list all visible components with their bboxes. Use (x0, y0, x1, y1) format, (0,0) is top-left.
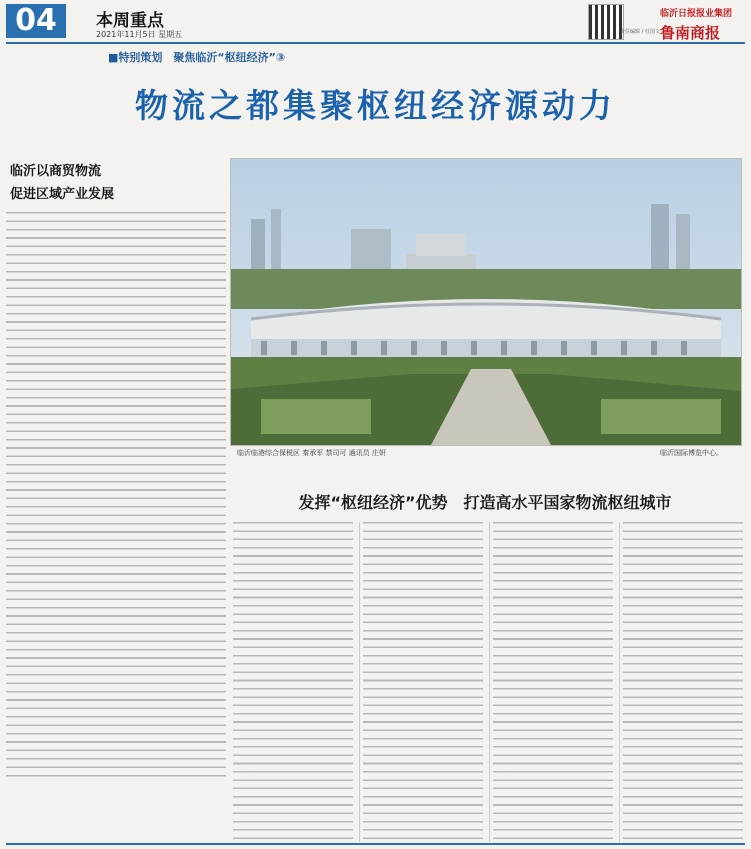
photo-caption-left: 临沂临港综合保税区 秦承军 禁司可 通讯员 庄妍 (237, 449, 386, 457)
article-column-4 (623, 522, 743, 842)
publisher-logo-text: 临沂日报报业集团 (660, 9, 733, 19)
editor-credit: 责任编辑 / 杜国文 (620, 29, 660, 35)
article-column-3 (493, 522, 613, 842)
page-number: 04 (6, 4, 66, 38)
column-divider (489, 522, 490, 842)
header-rule (6, 42, 745, 44)
qr-code-icon (588, 4, 624, 40)
article-column-1 (233, 522, 353, 842)
left-article-title-2: 促进区域产业发展 (10, 187, 115, 202)
main-headline: 物流之都集聚枢纽经济源动力 (135, 86, 616, 125)
left-article (6, 160, 226, 778)
article-column-2 (363, 522, 483, 842)
column-divider (619, 522, 620, 842)
newspaper-logo: 鲁南商报 (660, 24, 721, 42)
series-label: ■特别策划 聚焦临沂“枢纽经济”③ (108, 51, 286, 64)
section-title: 本周重点 (96, 11, 164, 31)
left-article-body (6, 212, 226, 778)
left-article-title-1: 临沂以商贸物流 (10, 164, 102, 179)
photo-caption-right: 临沂国际博览中心。 (660, 449, 723, 457)
exhibition-center-photo (230, 158, 742, 446)
footer-rule (6, 843, 745, 845)
date-line: 2021年11月5日 星期五 (96, 30, 183, 39)
column-divider (359, 522, 360, 842)
article-headline: 发挥“枢纽经济”优势 打造高水平国家物流枢纽城市 (298, 493, 672, 512)
